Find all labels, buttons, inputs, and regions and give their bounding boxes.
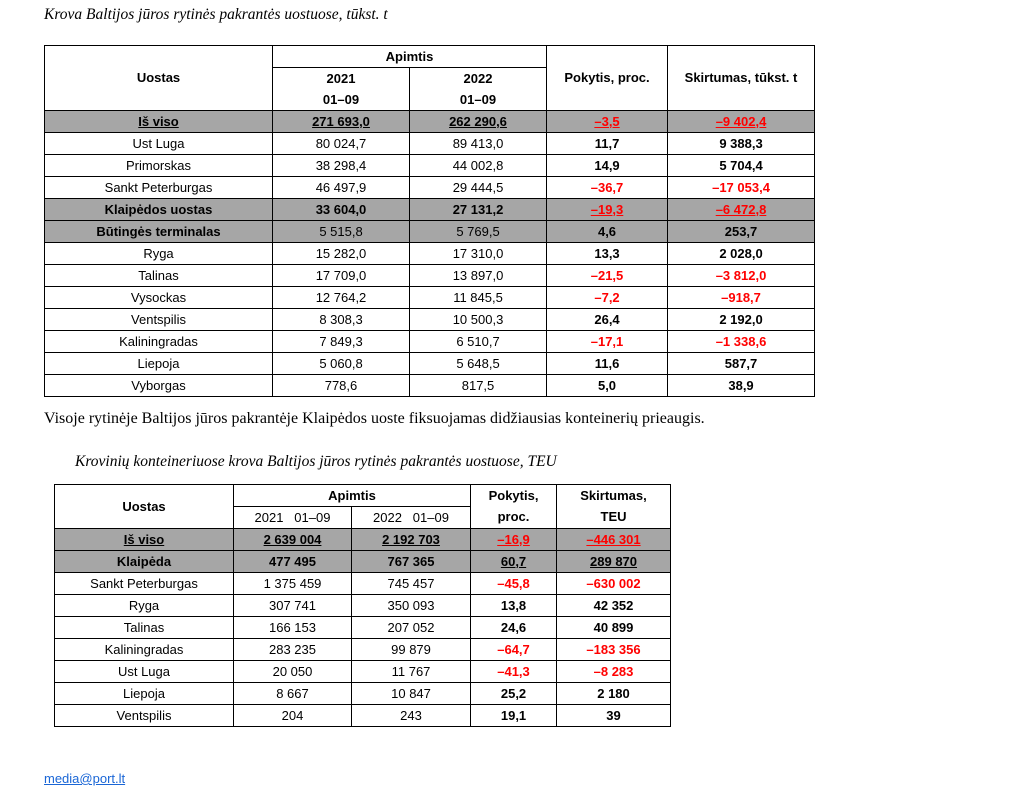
table-row: [55, 639, 671, 661]
change-cell: –21,5: [547, 265, 668, 287]
value-2022-cell: 262 290,6: [410, 111, 547, 133]
port-cell: Sankt Peterburgas: [55, 573, 234, 595]
change-cell: 13,8: [471, 595, 557, 617]
diff-cell: –446 301: [557, 529, 671, 551]
value-2021-cell: 778,6: [273, 375, 410, 397]
port-cell: Liepoja: [55, 683, 234, 705]
change-cell: 25,2: [471, 683, 557, 705]
value-2022-cell: 27 131,2: [410, 199, 547, 221]
diff-cell: –9 402,4: [668, 111, 815, 133]
value-2021-cell: 46 497,9: [273, 177, 410, 199]
value-2021-cell: 8 308,3: [273, 309, 410, 331]
change-cell: 19,1: [471, 705, 557, 727]
diff-cell: –1 338,6: [668, 331, 815, 353]
col-header-2022-period: 01–09: [410, 89, 547, 111]
change-cell: 4,6: [547, 221, 668, 243]
table-row: [45, 177, 815, 199]
table-row: [55, 683, 671, 705]
port-cell: Iš viso: [45, 111, 273, 133]
col-header-port: Uostas: [45, 46, 273, 111]
value-2022-cell: 13 897,0: [410, 265, 547, 287]
contact-email-link[interactable]: media@port.lt: [44, 771, 126, 786]
port-cell: Iš viso: [55, 529, 234, 551]
diff-cell: –6 472,8: [668, 199, 815, 221]
col-header-volume: Apimtis: [273, 46, 547, 68]
diff-cell: –183 356: [557, 639, 671, 661]
summary-paragraph: Visoje rytinėje Baltijos jūros pakrantėje Klaipėdos uoste fiksuojamas didžiausias konteinerių prieaugis.: [44, 410, 705, 427]
table-row: [55, 551, 671, 573]
diff-cell: 587,7: [668, 353, 815, 375]
value-2021-cell: 1 375 459: [234, 573, 352, 595]
table-row: [55, 529, 671, 551]
change-cell: –17,1: [547, 331, 668, 353]
change-cell: –19,3: [547, 199, 668, 221]
value-2021-cell: 8 667: [234, 683, 352, 705]
diff-cell: –8 283: [557, 661, 671, 683]
port-cell: Primorskas: [45, 155, 273, 177]
table-row: [55, 705, 671, 727]
table-row: [45, 331, 815, 353]
col-header-2022: 2022 01–09: [352, 507, 471, 529]
table-row: [45, 265, 815, 287]
port-cell: Sankt Peterburgas: [45, 177, 273, 199]
value-2022-cell: 207 052: [352, 617, 471, 639]
port-cell: Ventspilis: [45, 309, 273, 331]
col-header-2021-period: 01–09: [273, 89, 410, 111]
change-cell: 13,3: [547, 243, 668, 265]
change-cell: –64,7: [471, 639, 557, 661]
port-cell: Kaliningradas: [55, 639, 234, 661]
table-row: [55, 595, 671, 617]
port-cell: Talinas: [55, 617, 234, 639]
value-2022-cell: 10 500,3: [410, 309, 547, 331]
table-row: [45, 375, 815, 397]
change-cell: –41,3: [471, 661, 557, 683]
value-2022-cell: 350 093: [352, 595, 471, 617]
table-row: [45, 221, 815, 243]
value-2021-cell: 12 764,2: [273, 287, 410, 309]
value-2021-cell: 2 639 004: [234, 529, 352, 551]
col-header-2021: 2021: [273, 68, 410, 90]
port-cell: Ust Luga: [55, 661, 234, 683]
value-2022-cell: 89 413,0: [410, 133, 547, 155]
table-row: [45, 353, 815, 375]
table-row: [45, 111, 815, 133]
value-2022-cell: 745 457: [352, 573, 471, 595]
table2-caption: Krovinių konteineriuose krova Baltijos jūros rytinės pakrantės uostuose, TEU: [75, 453, 557, 470]
table-row: [55, 661, 671, 683]
value-2022-cell: 29 444,5: [410, 177, 547, 199]
value-2021-cell: 477 495: [234, 551, 352, 573]
container-cargo-table: [54, 484, 671, 727]
port-cell: Vysockas: [45, 287, 273, 309]
port-cell: Talinas: [45, 265, 273, 287]
col-header-change: Pokytis, proc.: [547, 46, 668, 111]
diff-cell: 2 192,0: [668, 309, 815, 331]
port-cell: Ryga: [55, 595, 234, 617]
change-cell: 11,7: [547, 133, 668, 155]
value-2022-cell: 11 767: [352, 661, 471, 683]
diff-cell: 2 028,0: [668, 243, 815, 265]
diff-cell: 2 180: [557, 683, 671, 705]
port-cell: Liepoja: [45, 353, 273, 375]
col-header-diff: Skirtumas, tūkst. t: [668, 46, 815, 111]
change-cell: –45,8: [471, 573, 557, 595]
table-row: [45, 243, 815, 265]
col-header-diff-unit: TEU: [557, 507, 671, 529]
value-2021-cell: 204: [234, 705, 352, 727]
col-header-change-unit: proc.: [471, 507, 557, 529]
diff-cell: 5 704,4: [668, 155, 815, 177]
value-2021-cell: 17 709,0: [273, 265, 410, 287]
port-cell: Kaliningradas: [45, 331, 273, 353]
col-header-port: Uostas: [55, 485, 234, 529]
col-header-2021: 2021 01–09: [234, 507, 352, 529]
value-2022-cell: 817,5: [410, 375, 547, 397]
value-2022-cell: 44 002,8: [410, 155, 547, 177]
col-header-diff: Skirtumas,: [557, 485, 671, 507]
value-2022-cell: 11 845,5: [410, 287, 547, 309]
value-2021-cell: 5 515,8: [273, 221, 410, 243]
table-row: [55, 617, 671, 639]
value-2022-cell: 99 879: [352, 639, 471, 661]
col-header-volume: Apimtis: [234, 485, 471, 507]
value-2022-cell: 2 192 703: [352, 529, 471, 551]
port-cell: Ryga: [45, 243, 273, 265]
value-2021-cell: 166 153: [234, 617, 352, 639]
diff-cell: 38,9: [668, 375, 815, 397]
table1-caption: Krova Baltijos jūros rytinės pakrantės uostuose, tūkst. t: [44, 6, 388, 23]
port-cell: Ust Luga: [45, 133, 273, 155]
value-2021-cell: 307 741: [234, 595, 352, 617]
value-2022-cell: 243: [352, 705, 471, 727]
change-cell: 11,6: [547, 353, 668, 375]
diff-cell: 9 388,3: [668, 133, 815, 155]
port-cell: Vyborgas: [45, 375, 273, 397]
diff-cell: 42 352: [557, 595, 671, 617]
value-2021-cell: 33 604,0: [273, 199, 410, 221]
value-2021-cell: 80 024,7: [273, 133, 410, 155]
diff-cell: –630 002: [557, 573, 671, 595]
value-2021-cell: 271 693,0: [273, 111, 410, 133]
value-2022-cell: 17 310,0: [410, 243, 547, 265]
port-cell: Būtingės terminalas: [45, 221, 273, 243]
table-row: [45, 155, 815, 177]
change-cell: 26,4: [547, 309, 668, 331]
value-2022-cell: 5 648,5: [410, 353, 547, 375]
change-cell: –7,2: [547, 287, 668, 309]
value-2021-cell: 5 060,8: [273, 353, 410, 375]
value-2022-cell: 5 769,5: [410, 221, 547, 243]
change-cell: 60,7: [471, 551, 557, 573]
value-2022-cell: 767 365: [352, 551, 471, 573]
diff-cell: –918,7: [668, 287, 815, 309]
value-2021-cell: 283 235: [234, 639, 352, 661]
value-2021-cell: 38 298,4: [273, 155, 410, 177]
col-header-change: Pokytis,: [471, 485, 557, 507]
value-2021-cell: 7 849,3: [273, 331, 410, 353]
diff-cell: 289 870: [557, 551, 671, 573]
col-header-2022: 2022: [410, 68, 547, 90]
change-cell: 24,6: [471, 617, 557, 639]
value-2022-cell: 6 510,7: [410, 331, 547, 353]
port-cell: Ventspilis: [55, 705, 234, 727]
change-cell: 5,0: [547, 375, 668, 397]
value-2021-cell: 15 282,0: [273, 243, 410, 265]
diff-cell: 39: [557, 705, 671, 727]
change-cell: –3,5: [547, 111, 668, 133]
port-cell: Klaipėdos uostas: [45, 199, 273, 221]
table-row: [45, 309, 815, 331]
diff-cell: –3 812,0: [668, 265, 815, 287]
diff-cell: 253,7: [668, 221, 815, 243]
table-row: [45, 133, 815, 155]
change-cell: 14,9: [547, 155, 668, 177]
change-cell: –36,7: [547, 177, 668, 199]
value-2022-cell: 10 847: [352, 683, 471, 705]
table-row: [45, 287, 815, 309]
diff-cell: 40 899: [557, 617, 671, 639]
table-row: [55, 573, 671, 595]
port-cell: Klaipėda: [55, 551, 234, 573]
value-2021-cell: 20 050: [234, 661, 352, 683]
table-row: [45, 199, 815, 221]
change-cell: –16,9: [471, 529, 557, 551]
diff-cell: –17 053,4: [668, 177, 815, 199]
port-cargo-table: [44, 45, 815, 397]
